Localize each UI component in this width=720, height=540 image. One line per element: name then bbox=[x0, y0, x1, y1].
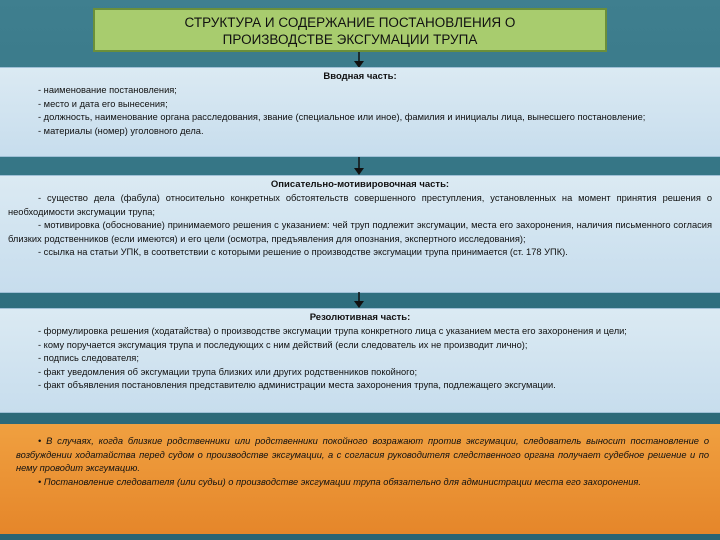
title-line-1: СТРУКТУРА И СОДЕРЖАНИЕ ПОСТАНОВЛЕНИЯ О bbox=[184, 15, 516, 30]
arrow-down-icon bbox=[352, 52, 366, 68]
resolution-section bbox=[0, 308, 720, 413]
note-text bbox=[12, 431, 712, 511]
list-item: - мотивировка (обоснование) принимаемого решения с указанием: чей труп подлежит эксгумации, места его захоронения, наличия письменного согласия близких родственников (если имеются) и его цели (осмотра, предъявления для опознания, экспертного исследования); bbox=[8, 220, 712, 244]
note-paragraph: • Постановление следователя (или судьи) о производстве эксгумации трупа обязательно для администрации места его захоронения. bbox=[38, 476, 641, 487]
title-box bbox=[93, 8, 607, 52]
note-paragraph: • В случаях, когда близкие родственники или родственники покойного возражают против эксгумации, следователь выносит постановление о возбуждении ходатайства перед судом о производстве эксгумации, а с согласия руководителя следственного органа получает судебное решение и по нему проводит эксгумацию. bbox=[16, 436, 709, 473]
section-heading: Вводная часть: bbox=[323, 71, 397, 82]
list-item: - кому поручается эксгумация трупа и последующих с ним действий (если следователь их не производит лично); bbox=[38, 339, 528, 350]
arrow-down-icon bbox=[352, 157, 366, 175]
section-heading: Описательно-мотивировочная часть: bbox=[270, 179, 450, 190]
title-line-2: ПРОИЗВОДСТВЕ ЭКСГУМАЦИИ ТРУПА bbox=[222, 32, 478, 47]
list-item: - место и дата его вынесения; bbox=[38, 98, 168, 109]
list-item: - существо дела (фабула) относительно конкретных обстоятельств совершенного преступления, установленных на момент принятия решения о необходимости эксгумации трупа; bbox=[8, 193, 712, 217]
section-heading: Резолютивная часть: bbox=[309, 312, 411, 323]
list-item: - ссылка на статьи УПК, в соответствии с которыми решение о производстве эксгумации трупа принимается (ст. 178 УПК). bbox=[38, 247, 568, 257]
intro-section bbox=[0, 67, 720, 157]
note-box bbox=[0, 424, 720, 534]
list-item: - факт уведомления об эксгумации трупа близких или других родственников покойного; bbox=[38, 366, 418, 377]
descriptive-section bbox=[0, 175, 720, 293]
list-item: - факт объявления постановления представителю администрации места захоронения трупа, подлежащего эксгумации. bbox=[38, 380, 556, 390]
list-item: - формулировка решения (ходатайства) о производстве эксгумации трупа конкретного лица с указанием места его захоронения и цели; bbox=[38, 326, 627, 336]
list-item: - подпись следователя; bbox=[38, 353, 139, 363]
list-item: - наименование постановления; bbox=[38, 85, 177, 95]
list-item: - материалы (номер) уголовного дела. bbox=[38, 125, 204, 136]
list-item: - должность, наименование органа расследования, звание (специальное или иное), фамилия и инициалы лица, вынесшего постановление; bbox=[38, 112, 646, 122]
arrow-down-icon bbox=[352, 292, 366, 308]
